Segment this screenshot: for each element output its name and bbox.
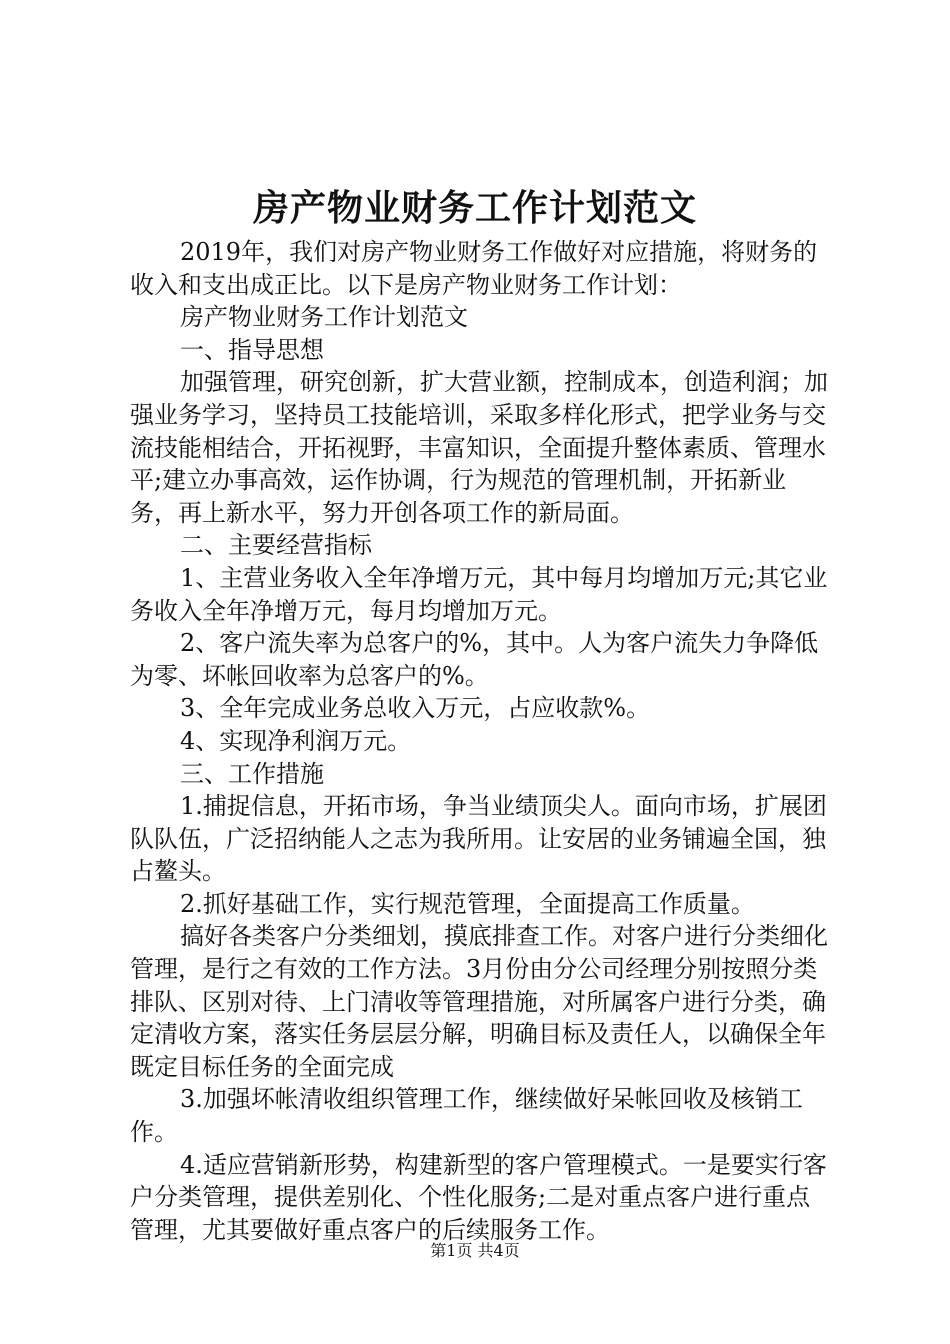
measure-item-1: 1.捕捉信息，开拓市场，争当业绩顶尖人。面向市场，扩展团队队伍，广泛招纳能人之志为我所用。让安居的业务铺遍全国，独占鳌头。: [130, 792, 827, 886]
indicator-item-2: 2、客户流失率为总客户的%，其中。人为客户流失力争降低为零、坏帐回收率为总客户的%。: [130, 629, 819, 690]
indicator-item-3: 3、全年完成业务总收入万元，占应收款%。: [180, 694, 651, 723]
indicator-item-4: 4、实现净利润万元。: [180, 726, 412, 755]
measure-item-4: 4.适应营销新形势，构建新型的客户管理模式。一是要实行客户分类管理，提供差别化、个性化服务;二是对重点客户进行重点管理，尤其要做好重点客户的后续服务工作。: [130, 1150, 827, 1244]
section-heading-guiding-ideology: 一、指导思想: [180, 335, 324, 364]
document-body: [130, 236, 830, 1246]
measure-item-2-detail: 搞好各类客户分类细划，摸底排查工作。对客户进行分类细化管理，是行之有效的工作方法。3月份由分公司经理分别按照分类排队、区别对待、上门清收等管理措施，对所属客户进行分类，确定清收方案，落实任务层层分解，明确目标及责任人，以确保全年既定目标任务的全面完成: [130, 922, 828, 1081]
intro-paragraph: 2019年，我们对房产物业财务工作做好对应措施，将财务的收入和支出成正比。以下是房产物业财务工作计划：: [130, 238, 818, 299]
measure-item-3: 3.加强坏帐清收组织管理工作，继续做好呆帐回收及核销工作。: [130, 1085, 803, 1147]
paragraph-guiding-ideology: 加强管理，研究创新，扩大营业额，控制成本，创造利润；加强业务学习，坚持员工技能培训，采取多样化形式，把学业务与交流技能相结合，开拓视野，丰富知识，全面提升整体素质、管理水平;建立办事高效，运作协调，行为规范的管理机制，开拓新业务，再上新水平，努力开创各项工作的新局面。: [130, 368, 828, 527]
page-footer: 第1页 共4页: [430, 1241, 520, 1260]
section-heading-work-measures: 三、工作措施: [180, 759, 324, 788]
section-heading-main-indicators: 二、主要经营指标: [180, 531, 372, 560]
indicator-item-1: 1、主营业务收入全年净增万元，其中每月均增加万元;其它业务收入全年净增万元，每月均增加万元。: [130, 563, 828, 625]
measure-item-2: 2.抓好基础工作，实行规范管理，全面提高工作质量。: [180, 889, 755, 918]
subtitle-paragraph: 房产物业财务工作计划范文: [180, 303, 468, 332]
document-title: 房产物业财务工作计划范文: [252, 188, 697, 229]
